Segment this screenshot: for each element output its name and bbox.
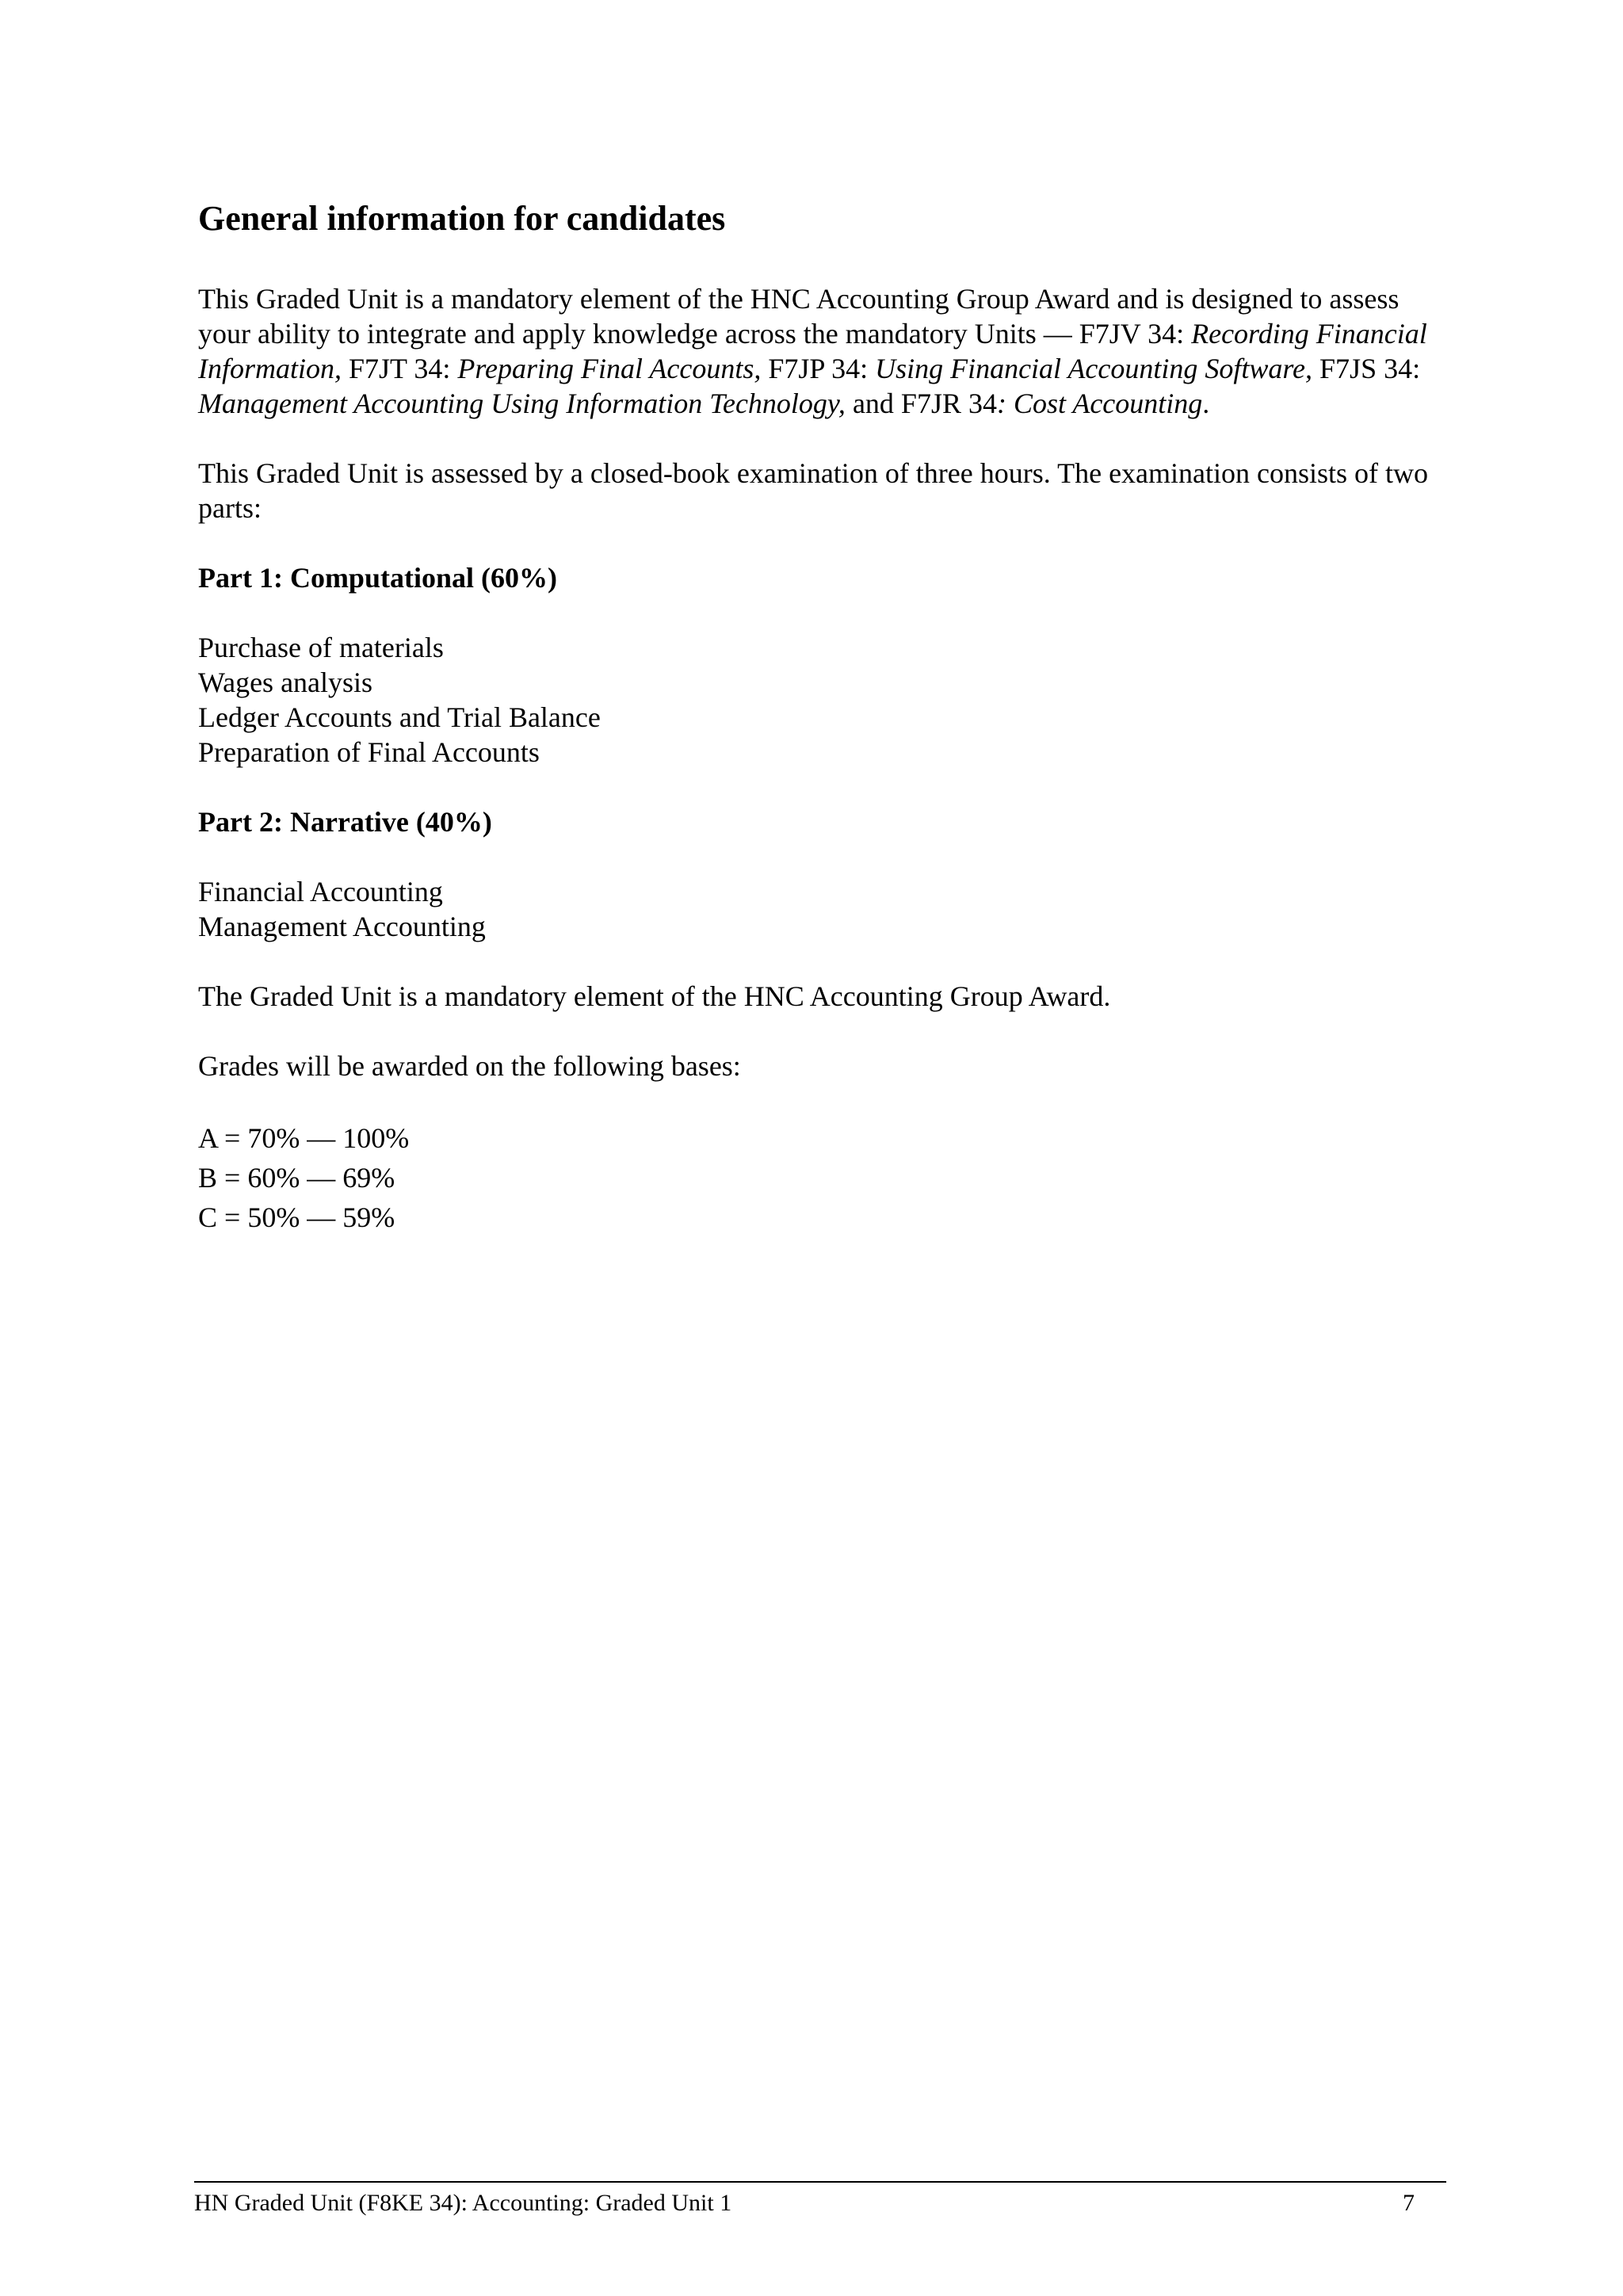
unit-name-recording: Recording Financial Information, <box>198 317 1427 384</box>
list-item: Ledger Accounts and Trial Balance <box>198 701 601 733</box>
mandatory-paragraph: The Graded Unit is a mandatory element of the HNC Accounting Group Award. <box>198 980 1111 1012</box>
intro-paragraph <box>198 281 1434 421</box>
list-item: Financial Accounting <box>198 875 443 907</box>
intro-text-4: F7JS 34: <box>1312 352 1421 384</box>
list-item: Preparation of Final Accounts <box>198 735 540 768</box>
intro-text-3: F7JP 34: <box>761 352 876 384</box>
page-number: 7 <box>1403 2190 1415 2216</box>
grades-intro: Grades will be awarded on the following bases: <box>198 1049 741 1082</box>
part2-list <box>198 874 1434 944</box>
intro-text-5: and F7JR 34 <box>845 387 997 419</box>
part1-heading: Part 1: Computational (60%) <box>198 561 557 594</box>
grades-list <box>198 1118 1434 1237</box>
grade-item: A = 70% — 100% <box>198 1121 410 1154</box>
part2-heading: Part 2: Narrative (40%) <box>198 805 492 838</box>
page-body <box>198 198 1434 1272</box>
intro-text-6: . <box>1202 387 1210 419</box>
grade-item: B = 60% — 69% <box>198 1161 395 1194</box>
unit-name-cost: : Cost Accounting <box>996 387 1203 419</box>
intro-text-2: F7JT 34: <box>342 352 458 384</box>
part1-list <box>198 630 1434 770</box>
page-title: General information for candidates <box>198 199 726 238</box>
footer-title: HN Graded Unit (F8KE 34): Accounting: Graded Unit 1 <box>194 2190 732 2216</box>
unit-name-software: Using Financial Accounting Software, <box>875 352 1313 384</box>
intro-text-1: This Graded Unit is a mandatory element of the HNC Accounting Group Award and is designed to assess your ability to integrate and apply knowledge across the mandatory Units — F7JV 34: <box>198 282 1400 350</box>
page-footer <box>194 2181 1446 2218</box>
list-item: Management Accounting <box>198 910 486 942</box>
grade-item: C = 50% — 59% <box>198 1201 395 1233</box>
list-item: Purchase of materials <box>198 631 444 663</box>
exam-paragraph: This Graded Unit is assessed by a closed-book examination of three hours. The examination consists of two parts: <box>198 457 1429 524</box>
list-item: Wages analysis <box>198 666 373 698</box>
unit-name-final-accounts: Preparing Final Accounts, <box>457 352 762 384</box>
unit-name-management: Management Accounting Using Information Technology, <box>198 387 846 419</box>
